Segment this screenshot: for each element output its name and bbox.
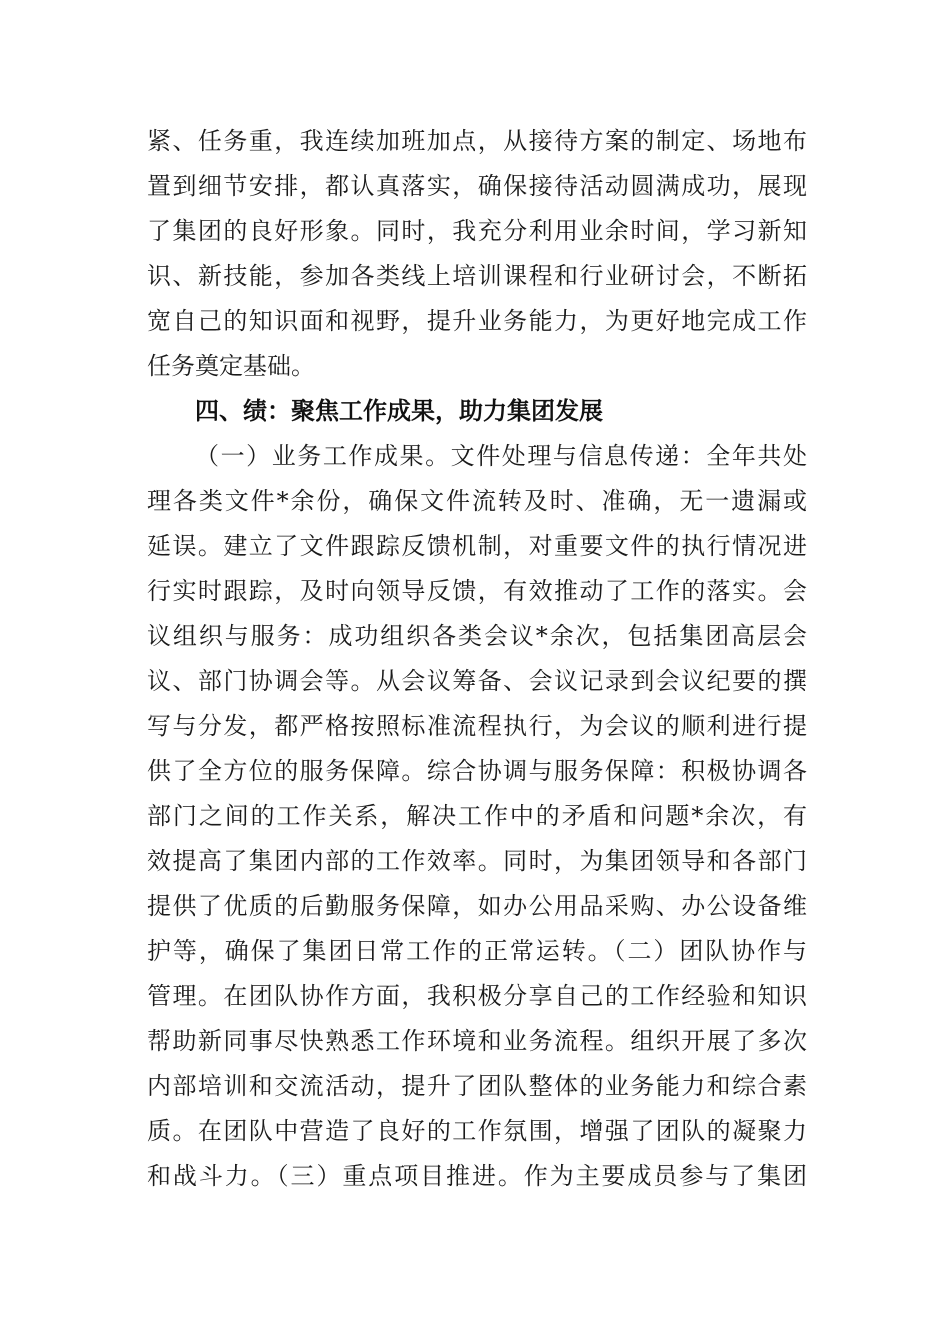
paragraph-line: 宽自己的知识面和视野，提升业务能力，为更好地完成工作	[147, 307, 807, 335]
section-line: 理各类文件*余份，确保文件流转及时、准确，无一遗漏或	[147, 487, 807, 515]
section-line: 和战斗力。（三）重点项目推进。作为主要成员参与了集团	[147, 1162, 807, 1190]
section-line: 行实时跟踪，及时向领导反馈，有效推动了工作的落实。会	[147, 577, 807, 605]
section-heading: 四、绩：聚焦工作成果，助力集团发展	[195, 397, 603, 425]
section-line: 内部培训和交流活动，提升了团队整体的业务能力和综合素	[147, 1072, 807, 1100]
section-line: 议、部门协调会等。从会议筹备、会议记录到会议纪要的撰	[147, 667, 807, 695]
section-line: 帮助新同事尽快熟悉工作环境和业务流程。组织开展了多次	[147, 1027, 807, 1055]
paragraph-line: 紧、任务重，我连续加班加点，从接待方案的制定、场地布	[147, 127, 807, 155]
paragraph-line: 识、新技能，参加各类线上培训课程和行业研讨会，不断拓	[147, 262, 807, 290]
section-line: 部门之间的工作关系，解决工作中的矛盾和问题*余次，有	[147, 802, 807, 830]
section-line: 提供了优质的后勤服务保障，如办公用品采购、办公设备维	[147, 892, 807, 920]
paragraph-line: 了集团的良好形象。同时，我充分利用业余时间，学习新知	[147, 217, 807, 245]
section-line: 延误。建立了文件跟踪反馈机制，对重要文件的执行情况进	[147, 532, 807, 560]
paragraph-line: 任务奠定基础。	[147, 352, 315, 380]
section-line: 效提高了集团内部的工作效率。同时，为集团领导和各部门	[147, 847, 807, 875]
paragraph-line: 置到细节安排，都认真落实，确保接待活动圆满成功，展现	[147, 172, 807, 200]
section-line: 护等，确保了集团日常工作的正常运转。（二）团队协作与	[147, 937, 807, 965]
section-line: 管理。在团队协作方面，我积极分享自己的工作经验和知识	[147, 982, 807, 1010]
section-line: 议组织与服务：成功组织各类会议*余次，包括集团高层会	[147, 622, 807, 650]
section-line: （一）业务工作成果。文件处理与信息传递：全年共处	[195, 442, 807, 470]
section-line: 质。在团队中营造了良好的工作氛围，增强了团队的凝聚力	[147, 1117, 807, 1145]
section-line: 写与分发，都严格按照标准流程执行，为会议的顺利进行提	[147, 712, 807, 740]
section-line: 供了全方位的服务保障。综合协调与服务保障：积极协调各	[147, 757, 807, 785]
